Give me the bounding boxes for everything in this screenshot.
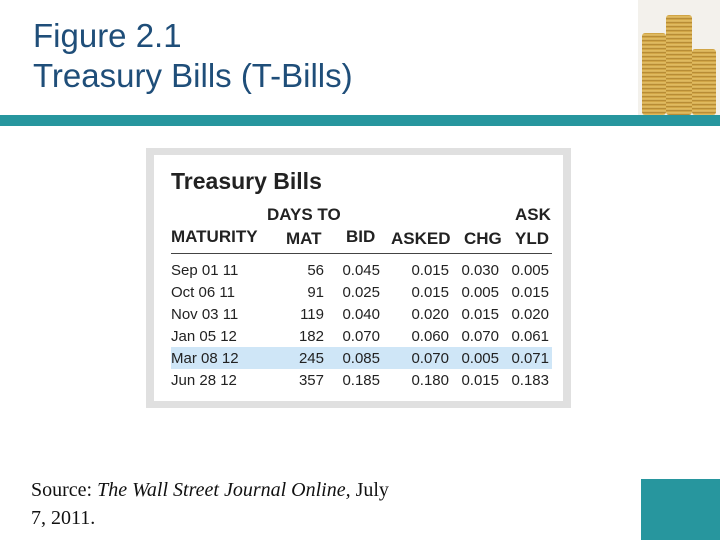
table-cell: 119 <box>300 306 324 323</box>
table-cell: 0.183 <box>511 372 549 389</box>
table-cell: 0.015 <box>411 262 449 279</box>
table-cell: 56 <box>307 262 324 279</box>
table-cell: 0.085 <box>342 350 380 367</box>
table-cell: 0.005 <box>461 284 499 301</box>
table-cell: 0.045 <box>342 262 380 279</box>
table-cell: 0.060 <box>411 328 449 345</box>
table-cell: 91 <box>307 284 324 301</box>
table-cell: Nov 03 11 <box>171 306 239 323</box>
slide-title <box>33 16 353 96</box>
table-cell: 0.025 <box>342 284 380 301</box>
header-asked: ASKED <box>391 229 451 248</box>
table-cell: 0.070 <box>411 350 449 367</box>
table-title: Treasury Bills <box>171 168 322 194</box>
table-row <box>171 303 552 325</box>
table-cell: 0.061 <box>511 328 549 345</box>
table-cell: 0.015 <box>461 372 499 389</box>
table-cell: 0.030 <box>461 262 499 279</box>
table-cell: 0.020 <box>411 306 449 323</box>
header-mat: MAT <box>286 229 322 248</box>
table-cell: Oct 06 11 <box>171 284 235 301</box>
table-cell: Jan 05 12 <box>171 328 237 345</box>
table-cell: 0.070 <box>461 328 499 345</box>
source-date-part1: July <box>350 479 389 501</box>
header-ask: ASK <box>515 205 551 224</box>
table-cell: 0.040 <box>342 306 380 323</box>
header-chg: CHG <box>464 229 502 248</box>
header-maturity: MATURITY <box>171 227 258 246</box>
title-line-1: Figure 2.1 <box>33 17 182 54</box>
table-cell: 0.071 <box>511 350 549 367</box>
table-row <box>171 369 552 391</box>
table-cell: 0.185 <box>342 372 380 389</box>
title-line-2: Treasury Bills (T-Bills) <box>33 57 353 94</box>
table-cell: 0.015 <box>411 284 449 301</box>
header-bid: BID <box>346 227 376 246</box>
table-cell: 0.015 <box>461 306 499 323</box>
table-cell: 0.070 <box>342 328 380 345</box>
table-cell: Mar 08 12 <box>171 350 239 367</box>
table-cell: 357 <box>298 372 324 389</box>
header-rule <box>171 253 552 254</box>
source-date-part2: 7, 2011. <box>31 507 96 529</box>
table-cell: Sep 01 11 <box>171 262 239 279</box>
table-row <box>171 259 552 281</box>
source-prefix: Source: <box>31 479 98 501</box>
table-cell: 0.020 <box>511 306 549 323</box>
table-cell: 245 <box>298 350 324 367</box>
table-row <box>171 325 552 347</box>
table-cell: 0.015 <box>511 284 549 301</box>
accent-band <box>0 115 720 126</box>
table-cell: 0.180 <box>411 372 449 389</box>
table-cell: 0.005 <box>461 350 499 367</box>
source-publication: The Wall Street Journal Online, <box>97 479 351 501</box>
table-row <box>171 281 552 303</box>
table-row <box>171 347 552 369</box>
source-citation <box>31 476 389 532</box>
table-cell: Jun 28 12 <box>171 372 237 389</box>
table-cell: 182 <box>298 328 324 345</box>
header-days-to: DAYS TO <box>267 205 341 224</box>
accent-corner-bar <box>641 479 720 540</box>
coin-stacks-image <box>638 0 720 115</box>
table-cell: 0.005 <box>511 262 549 279</box>
header-yld: YLD <box>515 229 549 248</box>
treasury-bills-table-image <box>146 148 571 408</box>
